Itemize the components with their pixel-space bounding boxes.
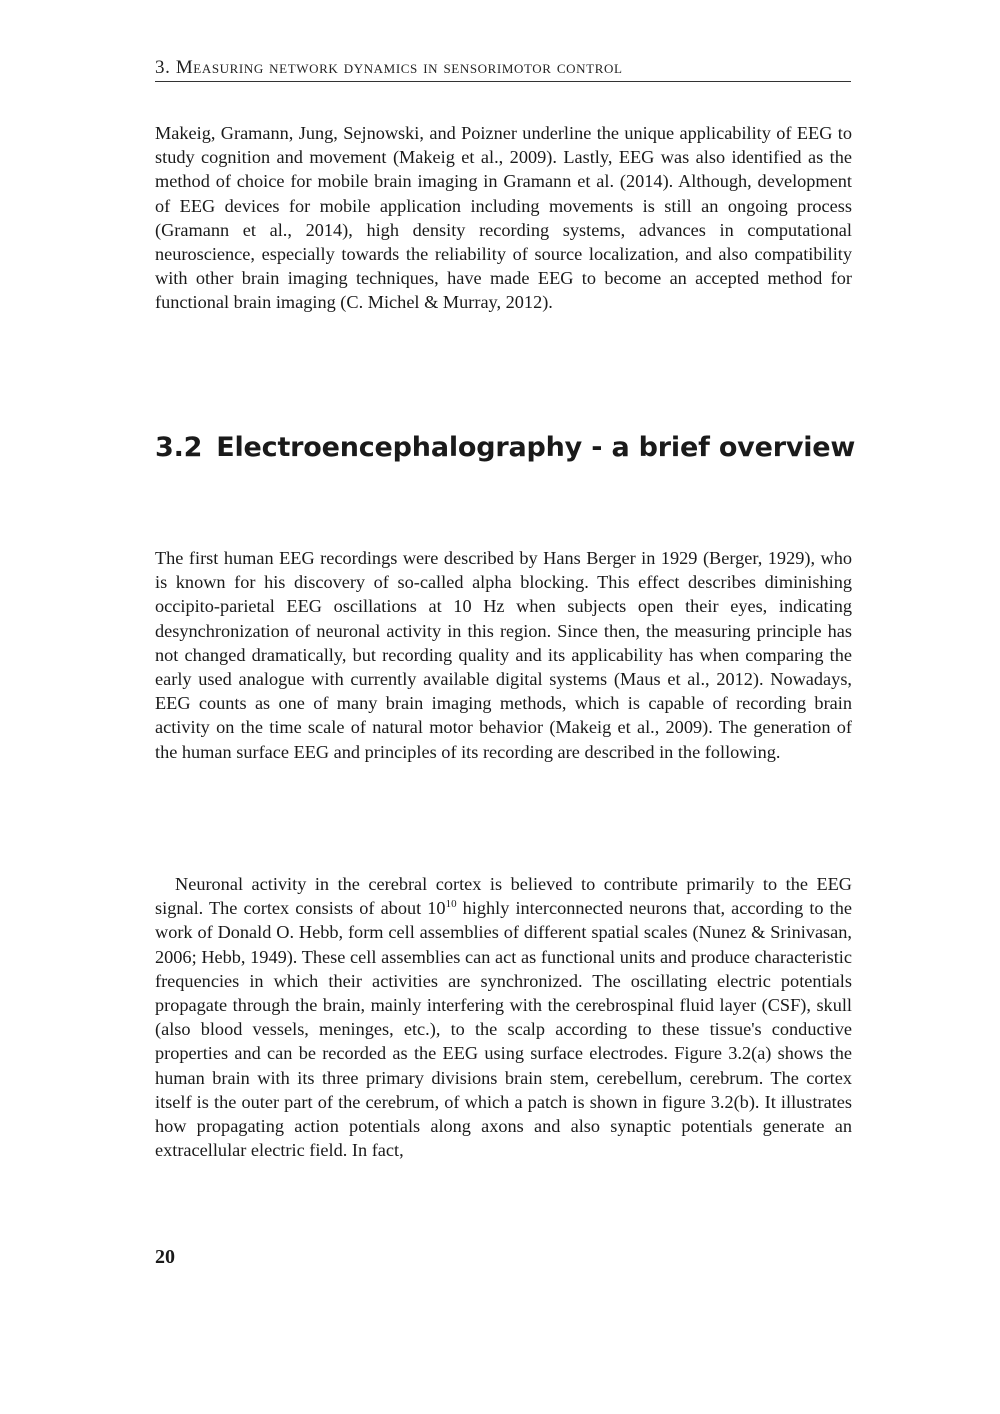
- body-paragraph-3: [155, 872, 852, 1162]
- body-paragraph-2: The first human EEG recordings were described by Hans Berger in 1929 (Berger, 1929), who is known for his discovery of so-called alpha blocking. This effect describes diminishing occipito-parietal EEG oscillations at 10 Hz when subjects open their eyes, indicating desynchronization of neuronal activity in this region. Since then, the measuring principle has not changed dramatically, but recording quality and its applicability has when comparing the early used analogue with currently available digital systems (Maus et al., 2012). Nowadays, EEG counts as one of many brain imaging methods, which is capable of recording brain activity on the time scale of natural motor behavior (Makeig et al., 2009). The generation of the human surface EEG and principles of its recording are described in the following.: [155, 548, 852, 762]
- exponent-superscript: 10: [445, 898, 457, 911]
- paragraph-3-text-rest: highly interconnected neurons that, according to the work of Donald O. Hebb, form cell assemblies of different spatial scales (Nunez & Srinivasan, 2006; Hebb, 1949). These cell assemblies can act as functional units and produce characteristic frequencies in which their activities are synchronized. The oscillating electric potentials propagate through the brain, mainly interfering with the cerebrospinal fluid layer (CSF), skull (also blood vessels, meninges, etc.), to the scalp according to these tissue's conductive properties and can be recorded as the EEG using surface electrodes. Figure 3.2(a) shows the human brain with its three primary divisions brain stem, cerebellum, cerebrum. The cortex itself is the outer part of the cerebrum, of which a patch is shown in figure 3.2(b). It illustrates how propagating action potentials along axons and also synaptic potentials generate an extracellular electric field. In fact,: [155, 898, 852, 1161]
- paragraph-3-text-start: Neuronal activity in the cerebral cortex is believed to contribute primarily to the EEG signal. The cortex consists of about 10: [155, 874, 852, 919]
- section-number: 3.2: [155, 432, 203, 463]
- section-heading: [155, 432, 855, 463]
- chapter-title: Measuring network dynamics in sensorimotor control: [175, 57, 623, 78]
- body-paragraph-1: Makeig, Gramann, Jung, Sejnowski, and Poizner underline the unique applicability of EEG to study cognition and movement (Makeig et al., 2009). Lastly, EEG was also identified as the method of choice for mobile brain imaging in Gramann et al. (2014). Although, development of EEG devices for mobile application including movements is still an ongoing process (Gramann et al., 2014), high density recording systems, advances in computational neuroscience, especially towards the reliability of source localization, and also compatibility with other brain imaging techniques, have made EEG to become an accepted method for functional brain imaging (C. Michel & Murray, 2012).: [155, 123, 852, 313]
- section-title: Electroencephalography - a brief overview: [216, 432, 856, 463]
- running-header: [155, 57, 851, 79]
- page-number: 20: [155, 1246, 175, 1268]
- header-rule: [155, 81, 851, 82]
- chapter-number: 3.: [155, 57, 171, 78]
